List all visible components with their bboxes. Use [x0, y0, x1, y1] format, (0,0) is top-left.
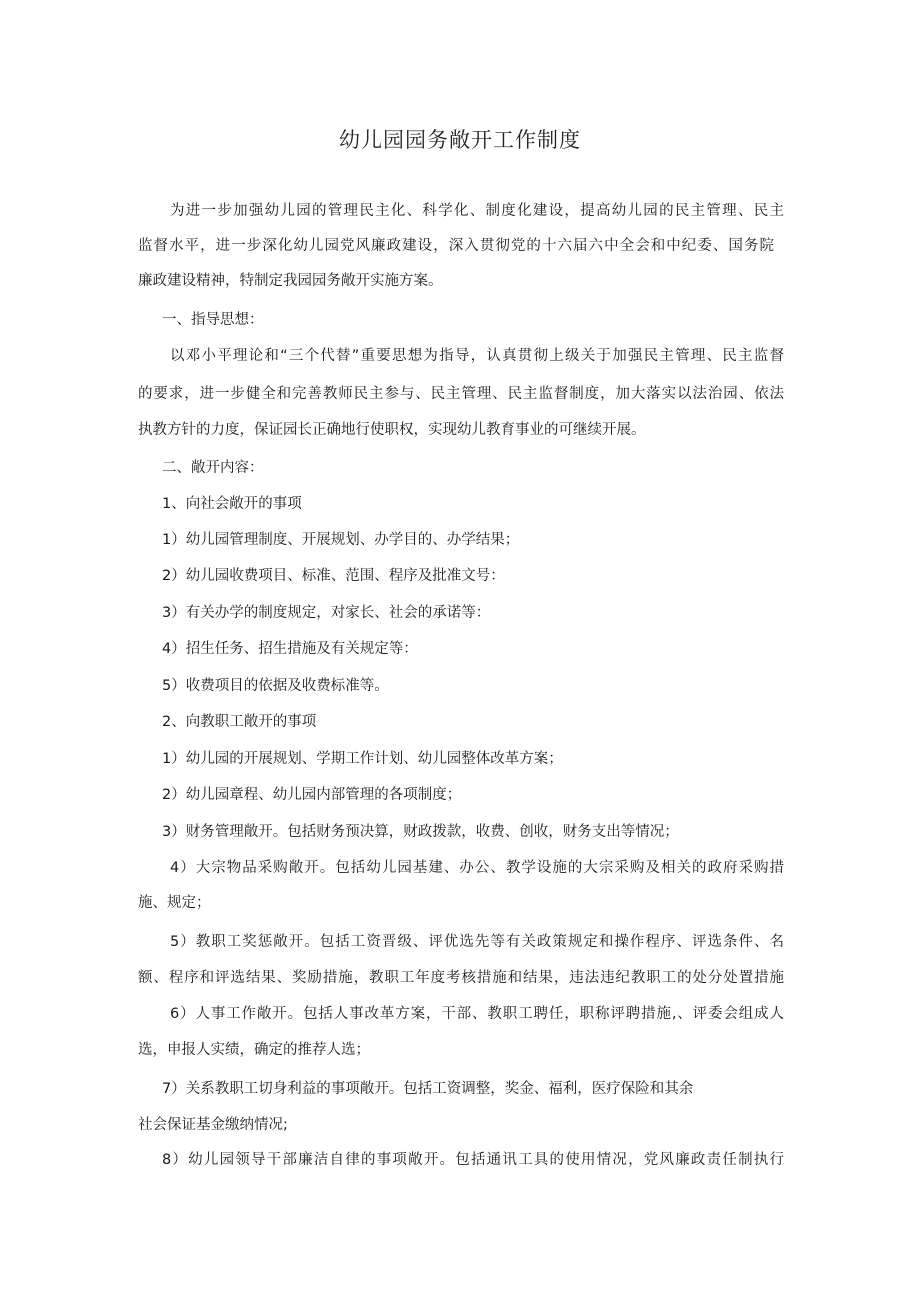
list-item-5-line-2: 额、程序和评选结果、奖励措施，教职工年度考核措施和结果，违法违纪教职工的处分处置措施 — [138, 970, 784, 986]
list-item: 3）有关办学的制度规定，对家长、社会的承诺等： — [162, 605, 491, 621]
intro-line-2: 监督水平，进一步深化幼儿园党风廉政建设，深入贯彻党的十六届六中全会和中纪委、国务院 — [138, 238, 774, 254]
section-1-line-2: 的要求，进一步健全和完善教师民主参与、民主管理、民主监督制度，加大落实以法治园、依法 — [138, 386, 784, 402]
list-item-7-line-1: 7）关系教职工切身利益的事项敞开。包括工资调整，奖金、福利，医疗保险和其余 — [162, 1081, 694, 1097]
intro-line-3: 廉政建设精神，特制定我园园务敞开实施方案。 — [138, 273, 443, 289]
list-item-5-line-1: 5）教职工奖惩敞开。包括工资晋级、评优选先等有关政策规定和操作程序、评选条件、名 — [170, 934, 784, 950]
list-item-8-line-1: 8）幼儿园领导干部廉洁自律的事项敞开。包括通讯工具的使用情况，党风廉政责任制执行 — [162, 1152, 784, 1168]
list-item: 3）财务管理敞开。包括财务预决算，财政拨款，收费、创收，财务支出等情况； — [162, 824, 679, 840]
list-item: 1）幼儿园管理制度、开展规划、办学目的、办学结果； — [162, 532, 520, 548]
list-item: 5）收费项目的依据及收费标准等。 — [162, 678, 389, 694]
list-item-6-line-2: 选，申报人实绩，确定的推荐人选； — [138, 1042, 370, 1058]
list-item: 4）招生任务、招生措施及有关规定等： — [162, 641, 418, 657]
subsection-1-heading: 1、向社会敞开的事项 — [162, 496, 302, 512]
section-1-line-3: 执教方针的力度，保证园长正确地行使职权，实现幼儿教育事业的可继续开展。 — [138, 422, 646, 438]
subsection-2-heading: 2、向教职工敞开的事项 — [162, 714, 317, 730]
list-item-4-line-1: 4）大宗物品采购敞开。包括幼儿园基建、办公、教学设施的大宗采购及相关的政府采购措 — [170, 860, 784, 876]
section-2-heading: 二、敞开内容： — [162, 460, 264, 476]
document-title: 幼儿园园务敞开工作制度 — [339, 128, 581, 152]
list-item-6-line-1: 6）人事工作敞开。包括人事改革方案，干部、教职工聘任，职称评聘措施,、评委会组成人 — [170, 1006, 784, 1022]
list-item: 1）幼儿园的开展规划、学期工作计划、幼儿园整体改革方案； — [162, 751, 563, 767]
list-item: 2）幼儿园收费项目、标准、范围、程序及批准文号： — [162, 568, 505, 584]
list-item-7-line-2: 社会保证基金缴纳情况; — [138, 1117, 288, 1133]
section-1-line-1: 以邓小平理论和“三个代替”重要思想为指导，认真贯彻上级关于加强民主管理、民主监督 — [170, 348, 784, 364]
intro-line-1: 为进一步加强幼儿园的管理民主化、科学化、制度化建设，提高幼儿园的民主管理、民主 — [170, 203, 784, 219]
list-item-4-line-2: 施、规定； — [138, 895, 211, 911]
list-item: 2）幼儿园章程、幼儿园内部管理的各项制度； — [162, 787, 462, 803]
section-1-heading: 一、指导思想： — [162, 312, 264, 328]
